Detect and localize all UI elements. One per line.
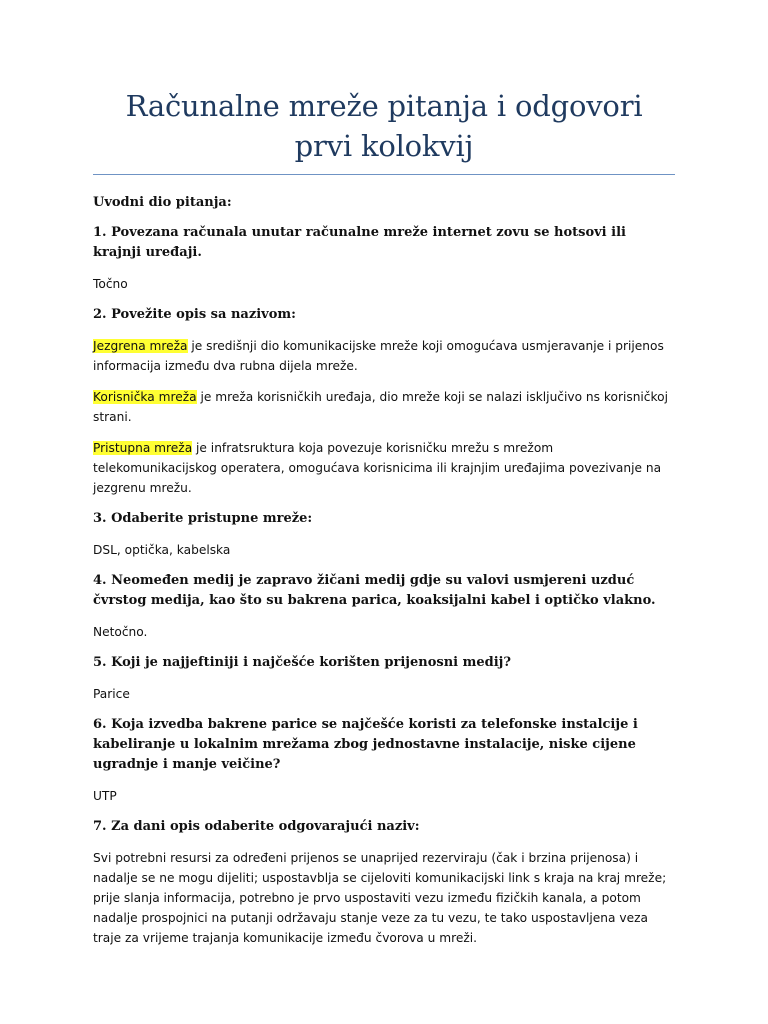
highlighted-term: Pristupna mreža bbox=[93, 441, 193, 455]
question-7: 7. Za dani opis odaberite odgovarajući naziv: bbox=[93, 819, 420, 834]
question-2: 2. Povežite opis sa nazivom: bbox=[93, 307, 296, 322]
highlighted-term: Jezgrena mreža bbox=[93, 339, 188, 353]
question-1: 1. Povezana računala unutar računalne mreže internet zovu se hotsovi ili krajnji uređaji. bbox=[93, 225, 626, 260]
answer-2-item-2 bbox=[93, 387, 675, 427]
answer-7: Svi potrebni resursi za određeni prijenos se unaprijed rezerviraju (čak i brzina prijenosa) i nadalje se ne mogu dijeliti; uspostavblja se cijeloviti komunikacijski link s kraja na kraj mreže; prije slanja informacija, potrebno je prvo uspostaviti vezu između fizičkih kanala, a potom nadalje prospojnici na putanji održavaju stanje veze za tu vezu, te tako uspostavljena veza traje za vrijeme trajanja komunikacije između čvorova u mreži. bbox=[93, 851, 667, 945]
answer-4: Netočno. bbox=[93, 625, 148, 639]
term-description: je središnji dio komunikacijske mreže koji omogućava usmjeravanje i prijenos informacija između dva rubna dijela mreže. bbox=[93, 339, 664, 373]
answer-2-item-1 bbox=[93, 336, 675, 376]
answer-1: Točno bbox=[93, 277, 128, 291]
question-6: 6. Koja izvedba bakrene parice se najčešće koristi za telefonske instalcije i kabeliranje u lokalnim mrežama zbog jednostavne instalacije, niske cijene ugradnje i manje veičine? bbox=[93, 717, 638, 772]
document-page bbox=[93, 86, 675, 959]
term-description: je mreža korisničkih uređaja, dio mreže koji se nalazi isključivo ns korisničkoj strani. bbox=[93, 390, 668, 424]
question-4: 4. Neomeđen medij je zapravo žičani medij gdje su valovi usmjereni uzduć čvrstog medija, kao što su bakrena parica, koaksijalni kabel i optičko vlakno. bbox=[93, 573, 656, 608]
question-3: 3. Odaberite pristupne mreže: bbox=[93, 511, 313, 526]
title-line-1: Računalne mreže pitanja i odgovori bbox=[125, 89, 643, 123]
title-line-2: prvi kolokvij bbox=[294, 129, 474, 163]
question-5: 5. Koji je najjeftiniji i najčešće korišten prijenosni medij? bbox=[93, 655, 511, 670]
title-divider bbox=[93, 174, 675, 175]
answer-3: DSL, optička, kabelska bbox=[93, 543, 231, 557]
answer-2-item-3 bbox=[93, 438, 675, 498]
answer-5: Parice bbox=[93, 687, 130, 701]
term-description: je infratsruktura koja povezuje korisničku mrežu s mrežom telekomunikacijskog operatera, omogućava korisnicima ili krajnjim uređajima povezivanje na jezgrenu mrežu. bbox=[93, 441, 662, 495]
section-intro: Uvodni dio pitanja: bbox=[93, 195, 232, 210]
document-title bbox=[93, 86, 675, 166]
highlighted-term: Korisnička mreža bbox=[93, 390, 197, 404]
answer-6: UTP bbox=[93, 789, 117, 803]
